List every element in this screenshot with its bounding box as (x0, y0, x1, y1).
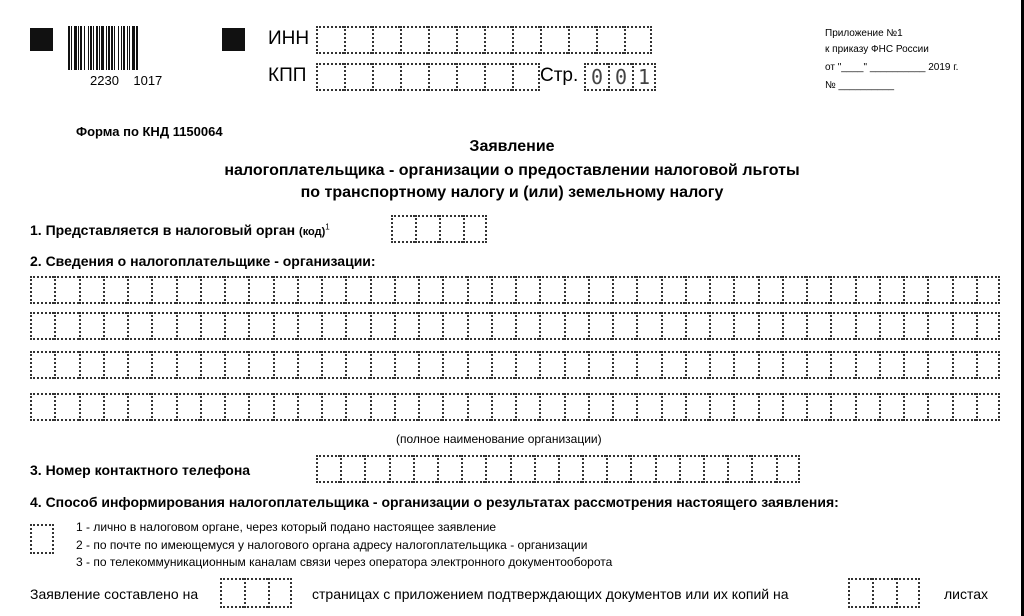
input-cell[interactable] (248, 351, 272, 379)
section-1-code: (код) (299, 226, 326, 238)
sheets-count-field[interactable] (848, 578, 920, 608)
input-cell[interactable] (903, 351, 927, 379)
barcode-number: 2230 1017 (90, 73, 163, 88)
input-cell[interactable] (782, 393, 806, 421)
input-cell[interactable] (782, 351, 806, 379)
input-cell[interactable] (344, 63, 372, 91)
input-cell[interactable] (976, 351, 1000, 379)
input-cell[interactable] (418, 393, 442, 421)
input-cell[interactable] (484, 63, 512, 91)
input-cell[interactable] (484, 26, 512, 54)
input-cell[interactable] (685, 351, 709, 379)
input-cell[interactable] (491, 393, 515, 421)
input-cell[interactable] (344, 26, 372, 54)
organization-name-row[interactable] (30, 276, 1000, 304)
inn-field[interactable] (316, 26, 652, 54)
input-cell[interactable] (176, 393, 200, 421)
input-cell[interactable] (394, 393, 418, 421)
input-cell[interactable] (588, 351, 612, 379)
input-cell[interactable] (103, 312, 127, 340)
input-cell[interactable] (952, 312, 976, 340)
input-cell[interactable] (391, 215, 415, 243)
input-cell[interactable] (463, 215, 487, 243)
input-cell[interactable] (467, 351, 491, 379)
input-cell[interactable] (879, 312, 903, 340)
input-cell[interactable] (927, 351, 951, 379)
input-cell[interactable] (568, 26, 596, 54)
input-cell[interactable] (413, 455, 437, 483)
input-cell[interactable] (442, 351, 466, 379)
barcode (68, 26, 188, 70)
input-cell[interactable] (372, 63, 400, 91)
section-1-label (30, 222, 330, 238)
input-cell[interactable] (806, 276, 830, 304)
footer-text-middle: страницах с приложением подтверждающих документов или их копий на (312, 586, 789, 602)
input-cell[interactable] (758, 276, 782, 304)
input-cell[interactable] (782, 312, 806, 340)
input-cell[interactable] (345, 351, 369, 379)
alignment-marker-right (222, 28, 245, 51)
input-cell[interactable] (103, 393, 127, 421)
input-cell[interactable] (442, 393, 466, 421)
input-cell[interactable] (491, 276, 515, 304)
input-cell[interactable] (418, 351, 442, 379)
notification-option-1: 1 - лично в налоговом органе, через который подано настоящее заявление (76, 520, 497, 534)
input-cell[interactable] (539, 393, 563, 421)
input-cell[interactable] (297, 393, 321, 421)
input-cell[interactable] (624, 26, 652, 54)
input-cell[interactable] (782, 276, 806, 304)
input-cell[interactable] (491, 351, 515, 379)
input-cell[interactable] (636, 276, 660, 304)
input-cell[interactable] (855, 312, 879, 340)
section-4-label: 4. Способ информирования налогоплательщика - организации о результатах рассмотрения настоящего заявления: (30, 494, 839, 510)
input-cell[interactable] (927, 312, 951, 340)
input-cell[interactable] (515, 351, 539, 379)
notification-method-cell[interactable] (30, 524, 54, 554)
input-cell[interactable] (151, 393, 175, 421)
input-cell[interactable] (151, 276, 175, 304)
input-cell[interactable] (539, 351, 563, 379)
input-cell[interactable] (685, 312, 709, 340)
input-cell[interactable] (273, 276, 297, 304)
input-cell[interactable] (456, 63, 484, 91)
input-cell[interactable] (709, 351, 733, 379)
input-cell[interactable] (588, 393, 612, 421)
input-cell[interactable] (976, 393, 1000, 421)
input-cell[interactable] (709, 312, 733, 340)
input-cell[interactable] (830, 393, 854, 421)
organization-name-row[interactable] (30, 393, 1000, 421)
input-cell[interactable] (442, 312, 466, 340)
input-cell[interactable] (485, 455, 509, 483)
section-3-label: 3. Номер контактного телефона (30, 462, 251, 478)
attachment-line-1: Приложение №1 (825, 28, 903, 39)
input-cell[interactable] (200, 351, 224, 379)
input-cell[interactable] (273, 393, 297, 421)
input-cell[interactable] (903, 393, 927, 421)
input-cell[interactable] (709, 276, 733, 304)
input-cell[interactable] (512, 63, 540, 91)
input-cell[interactable] (224, 312, 248, 340)
input-cell[interactable] (539, 312, 563, 340)
input-cell[interactable] (612, 312, 636, 340)
input-cell[interactable] (30, 351, 54, 379)
input-cell[interactable] (364, 455, 388, 483)
input-cell[interactable] (879, 393, 903, 421)
input-cell[interactable] (855, 276, 879, 304)
input-cell[interactable] (927, 276, 951, 304)
input-cell[interactable] (103, 351, 127, 379)
kpp-field[interactable] (316, 63, 540, 91)
input-cell[interactable] (248, 312, 272, 340)
input-cell[interactable] (976, 276, 1000, 304)
input-cell[interactable] (636, 393, 660, 421)
document-title: Заявление (469, 138, 555, 155)
form-code: Форма по КНД 1150064 (76, 124, 223, 139)
input-cell[interactable] (630, 455, 654, 483)
input-cell[interactable] (224, 276, 248, 304)
input-cell[interactable] (596, 26, 624, 54)
input-cell[interactable] (297, 276, 321, 304)
kpp-label: КПП (268, 65, 307, 86)
input-cell[interactable] (703, 455, 727, 483)
page-digit: 0 (608, 63, 632, 91)
input-cell[interactable] (127, 393, 151, 421)
input-cell[interactable] (54, 393, 78, 421)
input-cell[interactable] (564, 276, 588, 304)
input-cell[interactable] (758, 312, 782, 340)
input-cell[interactable] (248, 276, 272, 304)
input-cell[interactable] (297, 312, 321, 340)
input-cell[interactable] (200, 276, 224, 304)
input-cell[interactable] (200, 393, 224, 421)
input-cell[interactable] (224, 351, 248, 379)
input-cell[interactable] (830, 276, 854, 304)
input-cell[interactable] (709, 393, 733, 421)
input-cell[interactable] (418, 312, 442, 340)
input-cell[interactable] (297, 351, 321, 379)
input-cell[interactable] (248, 393, 272, 421)
input-cell[interactable] (879, 276, 903, 304)
input-cell[interactable] (612, 276, 636, 304)
input-cell[interactable] (127, 351, 151, 379)
input-cell[interactable] (976, 312, 1000, 340)
pages-count-field[interactable] (220, 578, 292, 608)
notification-option-3: 3 - по телекоммуникационным каналам связи через оператора электронного документооборота (76, 555, 613, 569)
page-digit: 0 (584, 63, 608, 91)
input-cell[interactable] (54, 351, 78, 379)
notification-option-2: 2 - по почте по имеющемуся у налогового органа адресу налогоплательщика - организации (76, 538, 588, 552)
input-cell[interactable] (758, 393, 782, 421)
input-cell[interactable] (539, 276, 563, 304)
footnote-marker: 1 (325, 222, 330, 232)
input-cell[interactable] (79, 351, 103, 379)
input-cell[interactable] (415, 215, 439, 243)
input-cell[interactable] (467, 276, 491, 304)
input-cell[interactable] (510, 455, 534, 483)
input-cell[interactable] (176, 276, 200, 304)
input-cell[interactable] (30, 393, 54, 421)
input-cell[interactable] (394, 276, 418, 304)
input-cell[interactable] (896, 578, 920, 608)
input-cell[interactable] (806, 393, 830, 421)
document-title-line-3: по транспортному налогу и (или) земельному налогу (300, 184, 724, 201)
input-cell[interactable] (127, 276, 151, 304)
input-cell[interactable] (679, 455, 703, 483)
input-cell[interactable] (927, 393, 951, 421)
input-cell[interactable] (316, 455, 340, 483)
input-cell[interactable] (467, 312, 491, 340)
notification-method-field[interactable] (30, 524, 54, 554)
input-cell[interactable] (512, 26, 540, 54)
input-cell[interactable] (534, 455, 558, 483)
input-cell[interactable] (394, 351, 418, 379)
section-2-label: 2. Сведения о налогоплательщике - организации: (30, 253, 376, 269)
document-title-line-2: налогоплательщика - организации о предоставлении налоговой льготы (224, 162, 800, 179)
input-cell[interactable] (273, 351, 297, 379)
input-cell[interactable] (224, 393, 248, 421)
input-cell[interactable] (321, 276, 345, 304)
input-cell[interactable] (564, 312, 588, 340)
input-cell[interactable] (727, 455, 751, 483)
input-cell[interactable] (806, 351, 830, 379)
footer-text-start: Заявление составлено на (30, 586, 199, 602)
input-cell[interactable] (758, 351, 782, 379)
input-cell[interactable] (582, 455, 606, 483)
input-cell[interactable] (661, 351, 685, 379)
input-cell[interactable] (456, 26, 484, 54)
input-cell[interactable] (830, 312, 854, 340)
attachment-line-4: № __________ (825, 80, 895, 91)
alignment-marker-left (30, 28, 53, 51)
input-cell[interactable] (389, 455, 413, 483)
input-cell[interactable] (439, 215, 463, 243)
input-cell[interactable] (685, 393, 709, 421)
input-cell[interactable] (273, 312, 297, 340)
input-cell[interactable] (903, 276, 927, 304)
input-cell[interactable] (612, 393, 636, 421)
input-cell[interactable] (952, 351, 976, 379)
input-cell[interactable] (564, 351, 588, 379)
input-cell[interactable] (345, 276, 369, 304)
input-cell[interactable] (316, 63, 344, 91)
input-cell[interactable] (806, 312, 830, 340)
input-cell[interactable] (127, 312, 151, 340)
input-cell[interactable] (515, 312, 539, 340)
input-cell[interactable] (467, 393, 491, 421)
input-cell[interactable] (612, 351, 636, 379)
input-cell[interactable] (321, 312, 345, 340)
input-cell[interactable] (418, 276, 442, 304)
input-cell[interactable] (655, 455, 679, 483)
input-cell[interactable] (606, 455, 630, 483)
input-cell[interactable] (151, 351, 175, 379)
input-cell[interactable] (79, 312, 103, 340)
input-cell[interactable] (685, 276, 709, 304)
input-cell[interactable] (54, 312, 78, 340)
input-cell[interactable] (733, 393, 757, 421)
input-cell[interactable] (345, 393, 369, 421)
input-cell[interactable] (540, 26, 568, 54)
input-cell[interactable] (776, 455, 800, 483)
input-cell[interactable] (558, 455, 582, 483)
input-cell[interactable] (636, 312, 660, 340)
input-cell[interactable] (872, 578, 896, 608)
input-cell[interactable] (661, 393, 685, 421)
input-cell[interactable] (428, 26, 456, 54)
input-cell[interactable] (30, 312, 54, 340)
input-cell[interactable] (733, 312, 757, 340)
tax-authority-code-field[interactable] (391, 215, 487, 243)
input-cell[interactable] (340, 455, 364, 483)
input-cell[interactable] (461, 455, 485, 483)
input-cell[interactable] (564, 393, 588, 421)
input-cell[interactable] (437, 455, 461, 483)
input-cell[interactable] (372, 26, 400, 54)
organization-name-row[interactable] (30, 351, 1000, 379)
input-cell[interactable] (370, 351, 394, 379)
input-cell[interactable] (879, 351, 903, 379)
input-cell[interactable] (321, 393, 345, 421)
organization-name-caption: (полное наименование организации) (396, 432, 602, 446)
input-cell[interactable] (370, 312, 394, 340)
footer-text-end: листах (944, 586, 989, 602)
input-cell[interactable] (370, 276, 394, 304)
input-cell[interactable] (442, 276, 466, 304)
organization-name-row[interactable] (30, 312, 1000, 340)
input-cell[interactable] (151, 312, 175, 340)
input-cell[interactable] (244, 578, 268, 608)
input-cell[interactable] (316, 26, 344, 54)
phone-field[interactable] (316, 455, 800, 483)
page-digit: 1 (632, 63, 656, 91)
input-cell[interactable] (751, 455, 775, 483)
input-cell[interactable] (952, 276, 976, 304)
attachment-line-2: к приказу ФНС России (825, 44, 929, 55)
input-cell[interactable] (428, 63, 456, 91)
input-cell[interactable] (79, 276, 103, 304)
input-cell[interactable] (400, 26, 428, 54)
page-label: Стр. (540, 65, 579, 86)
input-cell[interactable] (200, 312, 224, 340)
input-cell[interactable] (268, 578, 292, 608)
input-cell[interactable] (848, 578, 872, 608)
input-cell[interactable] (733, 351, 757, 379)
input-cell[interactable] (176, 351, 200, 379)
input-cell[interactable] (515, 393, 539, 421)
input-cell[interactable] (30, 276, 54, 304)
input-cell[interactable] (345, 312, 369, 340)
page-number-field[interactable] (584, 63, 656, 91)
input-cell[interactable] (79, 393, 103, 421)
input-cell[interactable] (176, 312, 200, 340)
input-cell[interactable] (394, 312, 418, 340)
input-cell[interactable] (855, 351, 879, 379)
input-cell[interactable] (588, 276, 612, 304)
input-cell[interactable] (321, 351, 345, 379)
input-cell[interactable] (370, 393, 394, 421)
input-cell[interactable] (400, 63, 428, 91)
input-cell[interactable] (952, 393, 976, 421)
input-cell[interactable] (661, 276, 685, 304)
input-cell[interactable] (220, 578, 244, 608)
input-cell[interactable] (830, 351, 854, 379)
input-cell[interactable] (636, 351, 660, 379)
input-cell[interactable] (661, 312, 685, 340)
input-cell[interactable] (54, 276, 78, 304)
attachment-line-3: от "____" __________ 2019 г. (825, 62, 959, 73)
input-cell[interactable] (515, 276, 539, 304)
input-cell[interactable] (855, 393, 879, 421)
section-1-text: 1. Представляется в налоговый орган (30, 222, 296, 238)
input-cell[interactable] (733, 276, 757, 304)
input-cell[interactable] (491, 312, 515, 340)
input-cell[interactable] (903, 312, 927, 340)
input-cell[interactable] (588, 312, 612, 340)
inn-label: ИНН (268, 28, 310, 49)
input-cell[interactable] (103, 276, 127, 304)
